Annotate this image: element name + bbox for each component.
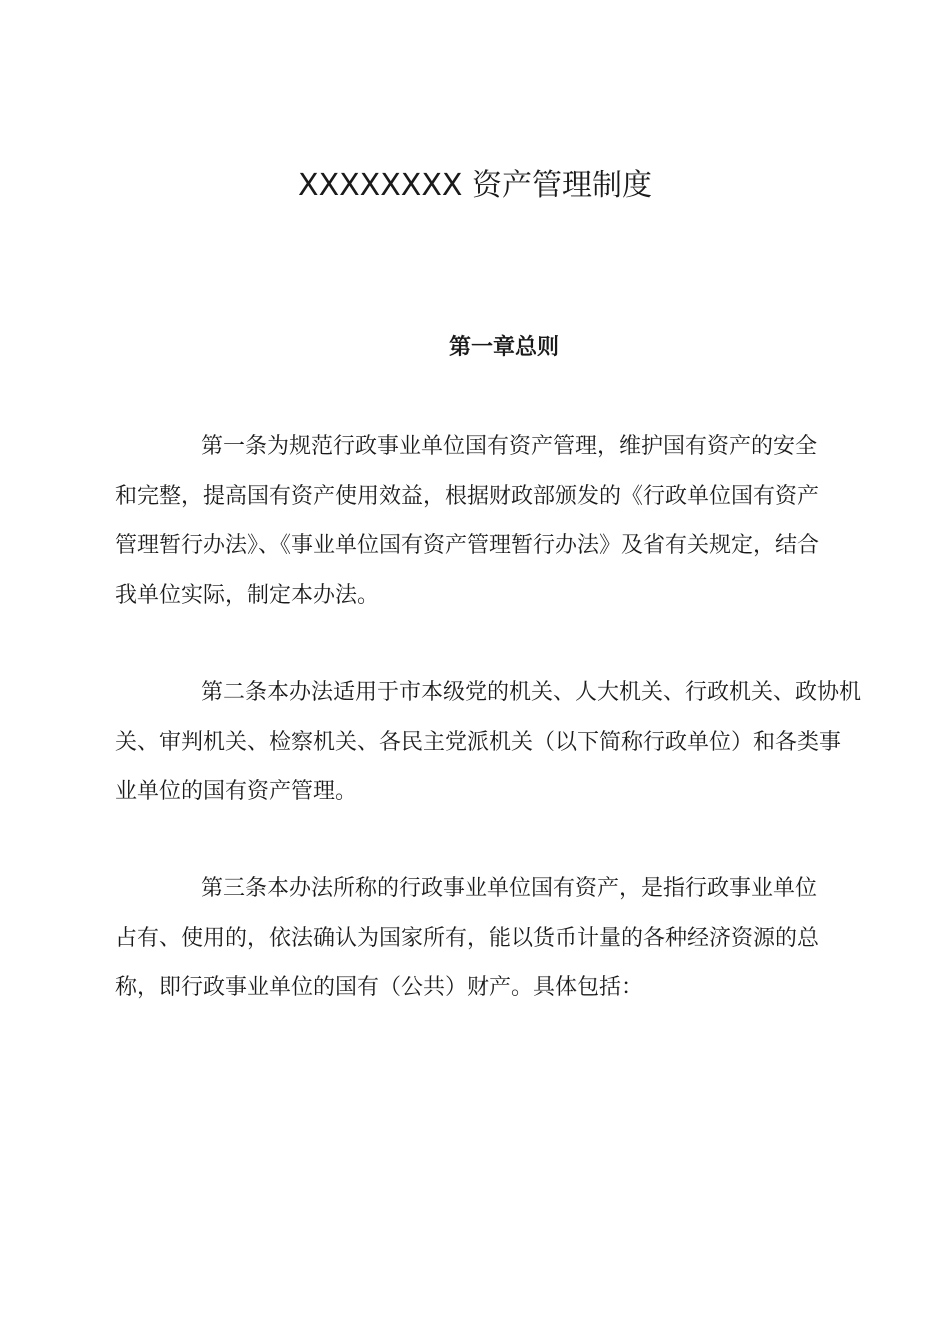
chapter-heading: 第一章总则 [448,335,559,360]
article-paragraph-3: 第三条本办法所称的行政事业单位国有资产，是指行政事业单位占有、使用的，依法确认为国家所有，能以货币计量的各种经济资源的总称，即行政事业单位的国有（公共）财产。具体包括： [115,876,820,1000]
document-title: XXXXXXXX 资产管理制度 [298,168,652,203]
article-paragraph-1: 第一条为规范行政事业单位国有资产管理，维护国有资产的安全和完整，提高国有资产使用效益，根据财政部颁发的《行政单位国有资产管理暂行办法》、《事业单位国有资产管理暂行办法》及省有关规定，结合我单位实际，制定本办法。 [115,434,820,608]
article-paragraph-2: 第二条本办法适用于市本级党的机关、人大机关、行政机关、政协机关、审判机关、检察机关、各民主党派机关（以下简称行政单位）和各类事业单位的国有资产管理。 [115,680,862,804]
